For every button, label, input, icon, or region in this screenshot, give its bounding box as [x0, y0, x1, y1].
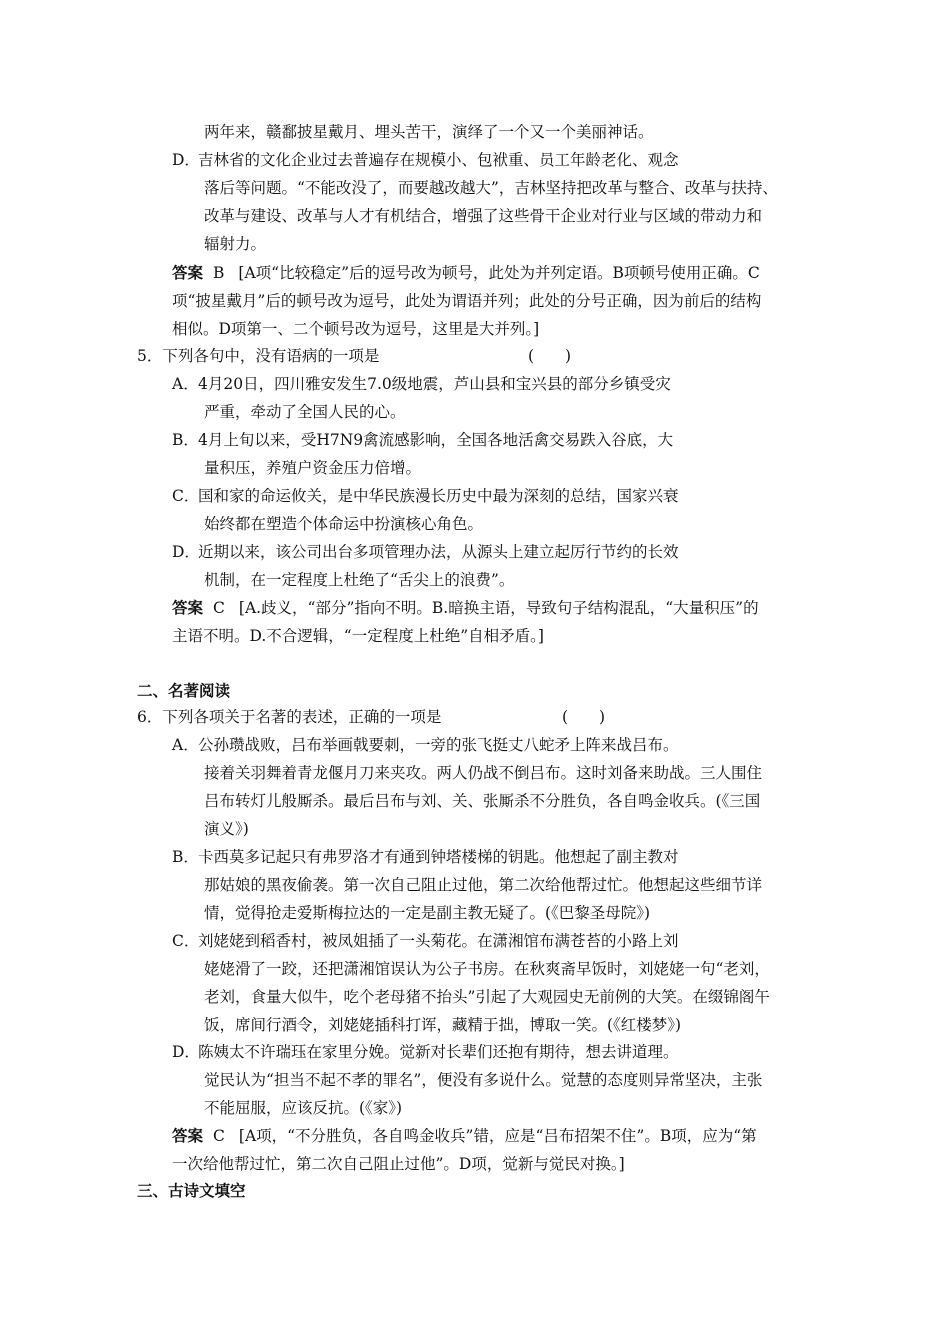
q5-option-d-label: D． [172, 543, 200, 561]
answer-text: [A项，“不分胜负，各自鸣金收兵”错，应是“吕布招架不住”。B项，应为“第 [238, 1127, 757, 1145]
section-heading-classics-reading: 二、名著阅读 [137, 682, 231, 700]
q6-option-a-label: A． [172, 736, 199, 754]
q6-option-b-line3: 情，觉得抢走爱斯梅拉达的一定是副主教无疑了。(《巴黎圣母院》) [204, 904, 651, 922]
q5-option-b-line2: 量积压，养殖户资金压力倍增。 [204, 459, 422, 477]
answer-tag: 答案 [172, 1127, 204, 1145]
q5-option-d-line1: 近期以来，该公司出台多项管理办法，从源头上建立起厉行节约的长效 [198, 543, 679, 561]
q4-option-d-line1: 吉林省的文化企业过去普遍存在规模小、包袱重、员工年龄老化、观念 [198, 151, 679, 169]
q6-option-a-line4: 演义》) [204, 820, 249, 838]
q5-option-b-line1: 4月上旬以来，受H7N9禽流感影响，全国各地活禽交易跌入谷底，大 [198, 431, 674, 449]
q6-answer-line1 [172, 1126, 757, 1146]
q4-option-d-line3: 改革与建设、改革与人才有机结合，增强了这些骨干企业对行业与区域的带动力和 [204, 207, 763, 225]
answer-text: [A.歧义，“部分”指向不明。B.暗换主语，导致句子结构混乱，“大量积压”的 [238, 599, 759, 617]
q4-answer-line2: 项“披星戴月”后的顿号改为逗号，此处为谓语并列；此处的分号正确，因为前后的结构 [172, 292, 762, 310]
q6-option-a-line1: 公孙瓒战败，吕布举画戟要刺，一旁的张飞挺丈八蛇矛上阵来战吕布。 [198, 736, 679, 754]
q6-option-c-line2: 姥姥滑了一跤，还把潇湘馆误认为公子书房。在秋爽斋早饭时，刘姥姥一句“老刘， [204, 960, 770, 978]
q5-answer-line1 [172, 598, 759, 618]
q4-answer-line1 [172, 263, 760, 283]
q6-answer-line2: 一次给他帮过忙，第二次自己阻止过他”。D项，觉新与觉民对换。] [172, 1155, 625, 1173]
q4-answer-line3: 相似。D项第一、二个顿号改为逗号，这里是大并列。] [172, 320, 540, 338]
answer-tag: 答案 [172, 264, 204, 282]
q5-answer-paren: ( ) [528, 347, 572, 365]
q6-option-b-line1: 卡西莫多记起只有弗罗洛才有通到钟塔楼梯的钥匙。他想起了副主教对 [198, 848, 679, 866]
q5-stem: 5．下列各句中，没有语病的一项是 [137, 347, 380, 365]
q6-option-b-line2: 那姑娘的黑夜偷袭。第一次自己阻止过他，第二次给他帮过忙。他想起这些细节详 [204, 876, 763, 894]
q6-option-c-line4: 饭，席间行酒令，刘姥姥插科打诨，藏精于拙，博取一笑。(《红楼梦》) [204, 1016, 682, 1034]
answer-letter: C [213, 1127, 225, 1145]
q6-option-d-label: D． [172, 1043, 200, 1061]
q6-option-b-label: B． [172, 848, 199, 866]
q6-option-d-line2: 觉民认为“担当不起不孝的罪名”，便没有多说什么。觉慧的态度则异常坚决，主张 [204, 1071, 763, 1089]
q5-option-c-label: C． [172, 487, 200, 505]
q6-option-d-line3: 不能屈服，应该反抗。(《家》) [204, 1099, 403, 1117]
q5-answer-line2: 主语不明。D.不合逻辑，“一定程度上杜绝”自相矛盾。] [172, 627, 544, 645]
q4-option-d-line2: 落后等问题。“不能改没了，而要越改越大”，吉林坚持把改革与整合、改革与扶持、 [204, 179, 778, 197]
answer-text: [A项“比较稳定”后的逗号改为顿号，此处为并列定语。B项顿号使用正确。C [238, 264, 760, 282]
answer-tag: 答案 [172, 599, 204, 617]
q6-option-a-line3: 吕布转灯儿般厮杀。最后吕布与刘、关、张厮杀不分胜负，各自鸣金收兵。(《三国 [204, 792, 761, 810]
q5-option-b-label: B． [172, 431, 199, 449]
q4-option-d-label: D． [172, 151, 200, 169]
q5-option-d-line2: 机制，在一定程度上杜绝了“舌尖上的浪费”。 [204, 571, 515, 589]
q5-option-a-label: A． [172, 375, 199, 393]
q4-option-d-line4: 辐射力。 [204, 235, 267, 253]
q4-option-c-continuation: 两年来，赣鄱披星戴月、埋头苦干，演绎了一个又一个美丽神话。 [204, 123, 654, 141]
q6-option-c-label: C． [172, 932, 200, 950]
q5-option-a-line2: 严重，牵动了全国人民的心。 [204, 403, 406, 421]
section-heading-classical-poetry-fill: 三、古诗文填空 [137, 1182, 246, 1200]
q5-option-a-line1: 4月20日，四川雅安发生7.0级地震，芦山县和宝兴县的部分乡镇受灾 [198, 375, 671, 393]
q6-option-c-line3: 老刘，食量大似牛，吃个老母猪不抬头”引起了大观园史无前例的大笑。在缀锦阁午 [204, 988, 770, 1006]
answer-letter: B [213, 264, 225, 282]
q6-option-c-line1: 刘姥姥到稻香村，被凤姐插了一头菊花。在潇湘馆布满苍苔的小路上刘 [198, 932, 679, 950]
q6-option-a-line2: 接着关羽舞着青龙偃月刀来夹攻。两人仍战不倒吕布。这时刘备来助战。三人围住 [204, 764, 763, 782]
q5-option-c-line2: 始终都在塑造个体命运中扮演核心角色。 [204, 515, 484, 533]
q6-answer-paren: ( ) [562, 708, 606, 726]
q6-stem: 6．下列各项关于名著的表述，正确的一项是 [137, 708, 442, 726]
q5-option-c-line1: 国和家的命运攸关，是中华民族漫长历史中最为深刻的总结，国家兴衰 [198, 487, 679, 505]
q6-option-d-line1: 陈姨太不许瑞珏在家里分娩。觉新对长辈们还抱有期待，想去讲道理。 [198, 1043, 679, 1061]
answer-letter: C [213, 599, 225, 617]
